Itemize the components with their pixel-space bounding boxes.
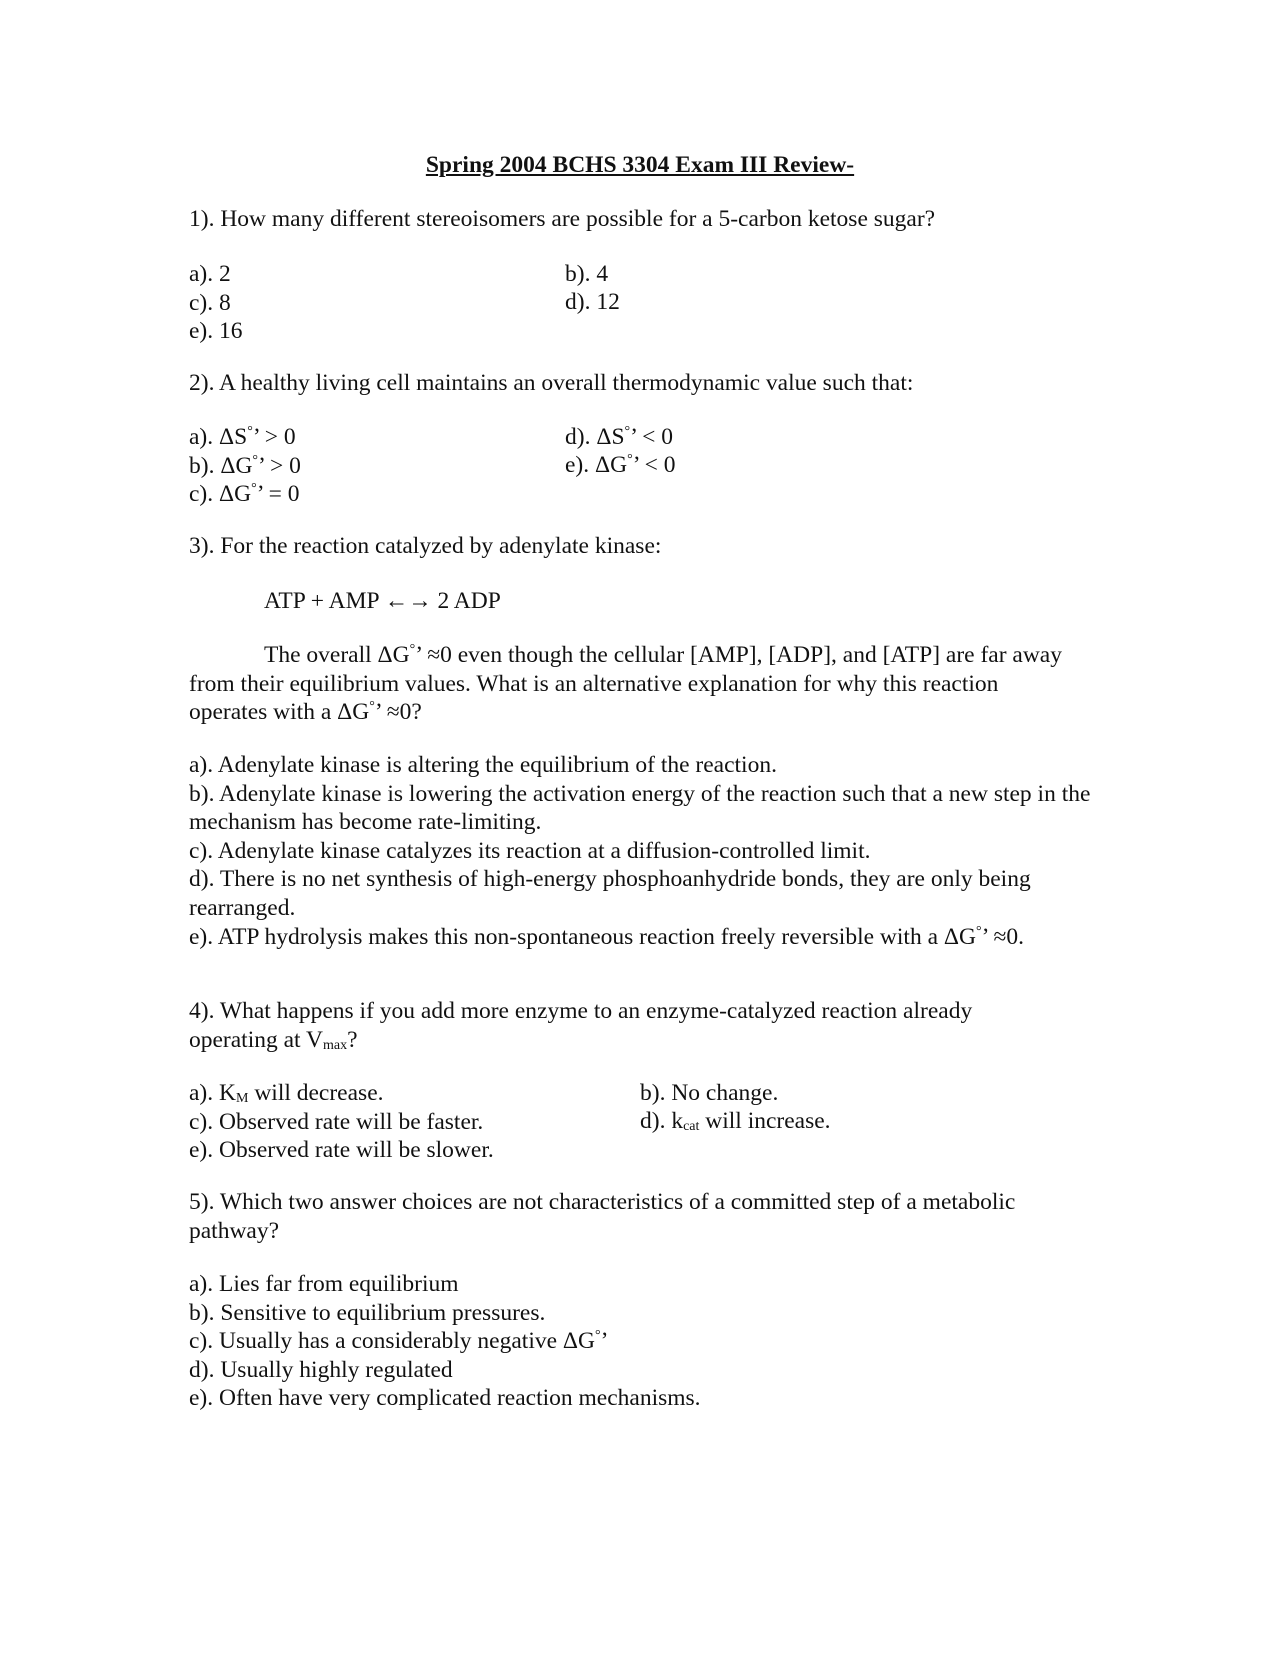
- q2-choice-e: e). ΔG°’ < 0: [565, 452, 676, 478]
- q2-choice-b: b). ΔG°’ > 0: [189, 452, 301, 479]
- q2-choice-a: a). ΔS°’ > 0: [189, 424, 296, 450]
- q5-choice-d: d). Usually highly regulated: [189, 1356, 453, 1383]
- question-1-choices: [189, 260, 1099, 346]
- q4-choice-a: a). $K_M$ will decrease.: [189, 1080, 384, 1106]
- question-4-choices: [189, 1079, 1099, 1165]
- q5-choice-c: c). Usually has a considerably negative ΔG°’: [189, 1328, 609, 1355]
- q1-choice-b: b). 4: [565, 261, 609, 287]
- question-2: [189, 369, 1099, 398]
- q1-choice-e: e). 16: [189, 318, 243, 345]
- q5-choice-e: e). Often have very complicated reaction mechanisms.: [189, 1385, 701, 1412]
- q3-choice-d: d). There is no net synthesis of high-energy phosphoanhydride bonds, they are only being rearranged.: [189, 866, 1031, 921]
- question-5-text: 5). Which two answer choices are not characteristics of a committed step of a metabolic pathway?: [189, 1189, 1016, 1244]
- q2-choice-d: d). ΔS°’ < 0: [565, 424, 673, 450]
- q3-choice-e: e). ATP hydrolysis makes this non-spontaneous reaction freely reversible with a ΔG°’ ≈0.: [189, 923, 1025, 950]
- q4-choice-e: e). Observed rate will be slower.: [189, 1137, 494, 1164]
- question-2-text: 2). A healthy living cell maintains an overall thermodynamic value such that:: [189, 370, 914, 396]
- question-3-paragraph: [189, 641, 1069, 727]
- q4-choice-c: c). Observed rate will be faster.: [189, 1108, 484, 1135]
- question-1: [189, 205, 1099, 234]
- question-5: [189, 1188, 1094, 1245]
- question-1-text: 1). How many different stereoisomers are possible for a 5-carbon ketose sugar?: [189, 206, 936, 232]
- q5-choice-b: b). Sensitive to equilibrium pressures.: [189, 1299, 546, 1326]
- q1-choice-d: d). 12: [565, 289, 620, 315]
- q3-explanation: The overall ΔG°’ ≈0 even though the cellular [AMP], [ADP], and [ATP] are far away from their equilibrium values. What is an alternative explanation for why this reaction operates with a ΔG°’ ≈0?: [189, 642, 1062, 726]
- reaction-equation: ATP + AMP ←→ 2 ADP: [264, 588, 501, 614]
- question-3-choices: [189, 751, 1094, 951]
- question-3: [189, 532, 1099, 561]
- question-4-text: 4). What happens if you add more enzyme to an enzyme-catalyzed reaction already operating at $V_{max}$?: [189, 998, 973, 1053]
- q1-choice-a: a). 2: [189, 261, 231, 287]
- q4-choice-d: d). $k_{cat}$ will increase.: [640, 1108, 831, 1134]
- q3-choice-c: c). Adenylate kinase catalyzes its reaction at a diffusion-controlled limit.: [189, 837, 871, 864]
- q3-choice-a: a). Adenylate kinase is altering the equilibrium of the reaction.: [189, 752, 777, 778]
- q4-choice-b: b). No change.: [640, 1080, 779, 1106]
- q5-choice-a: a). Lies far from equilibrium: [189, 1271, 459, 1297]
- q3-choice-b: b). Adenylate kinase is lowering the activation energy of the reaction such that a new step in the mechanism has become rate-limiting.: [189, 780, 1091, 836]
- question-4: [189, 997, 1039, 1054]
- q1-choice-c: c). 8: [189, 289, 231, 316]
- q2-choice-c: c). ΔG°’ = 0: [189, 481, 300, 508]
- page-title: Spring 2004 BCHS 3304 Exam III Review-: [425, 152, 855, 178]
- question-2-choices: [189, 423, 1099, 509]
- question-3-text: 3). For the reaction catalyzed by adenylate kinase:: [189, 533, 662, 559]
- question-5-choices: [189, 1270, 1099, 1413]
